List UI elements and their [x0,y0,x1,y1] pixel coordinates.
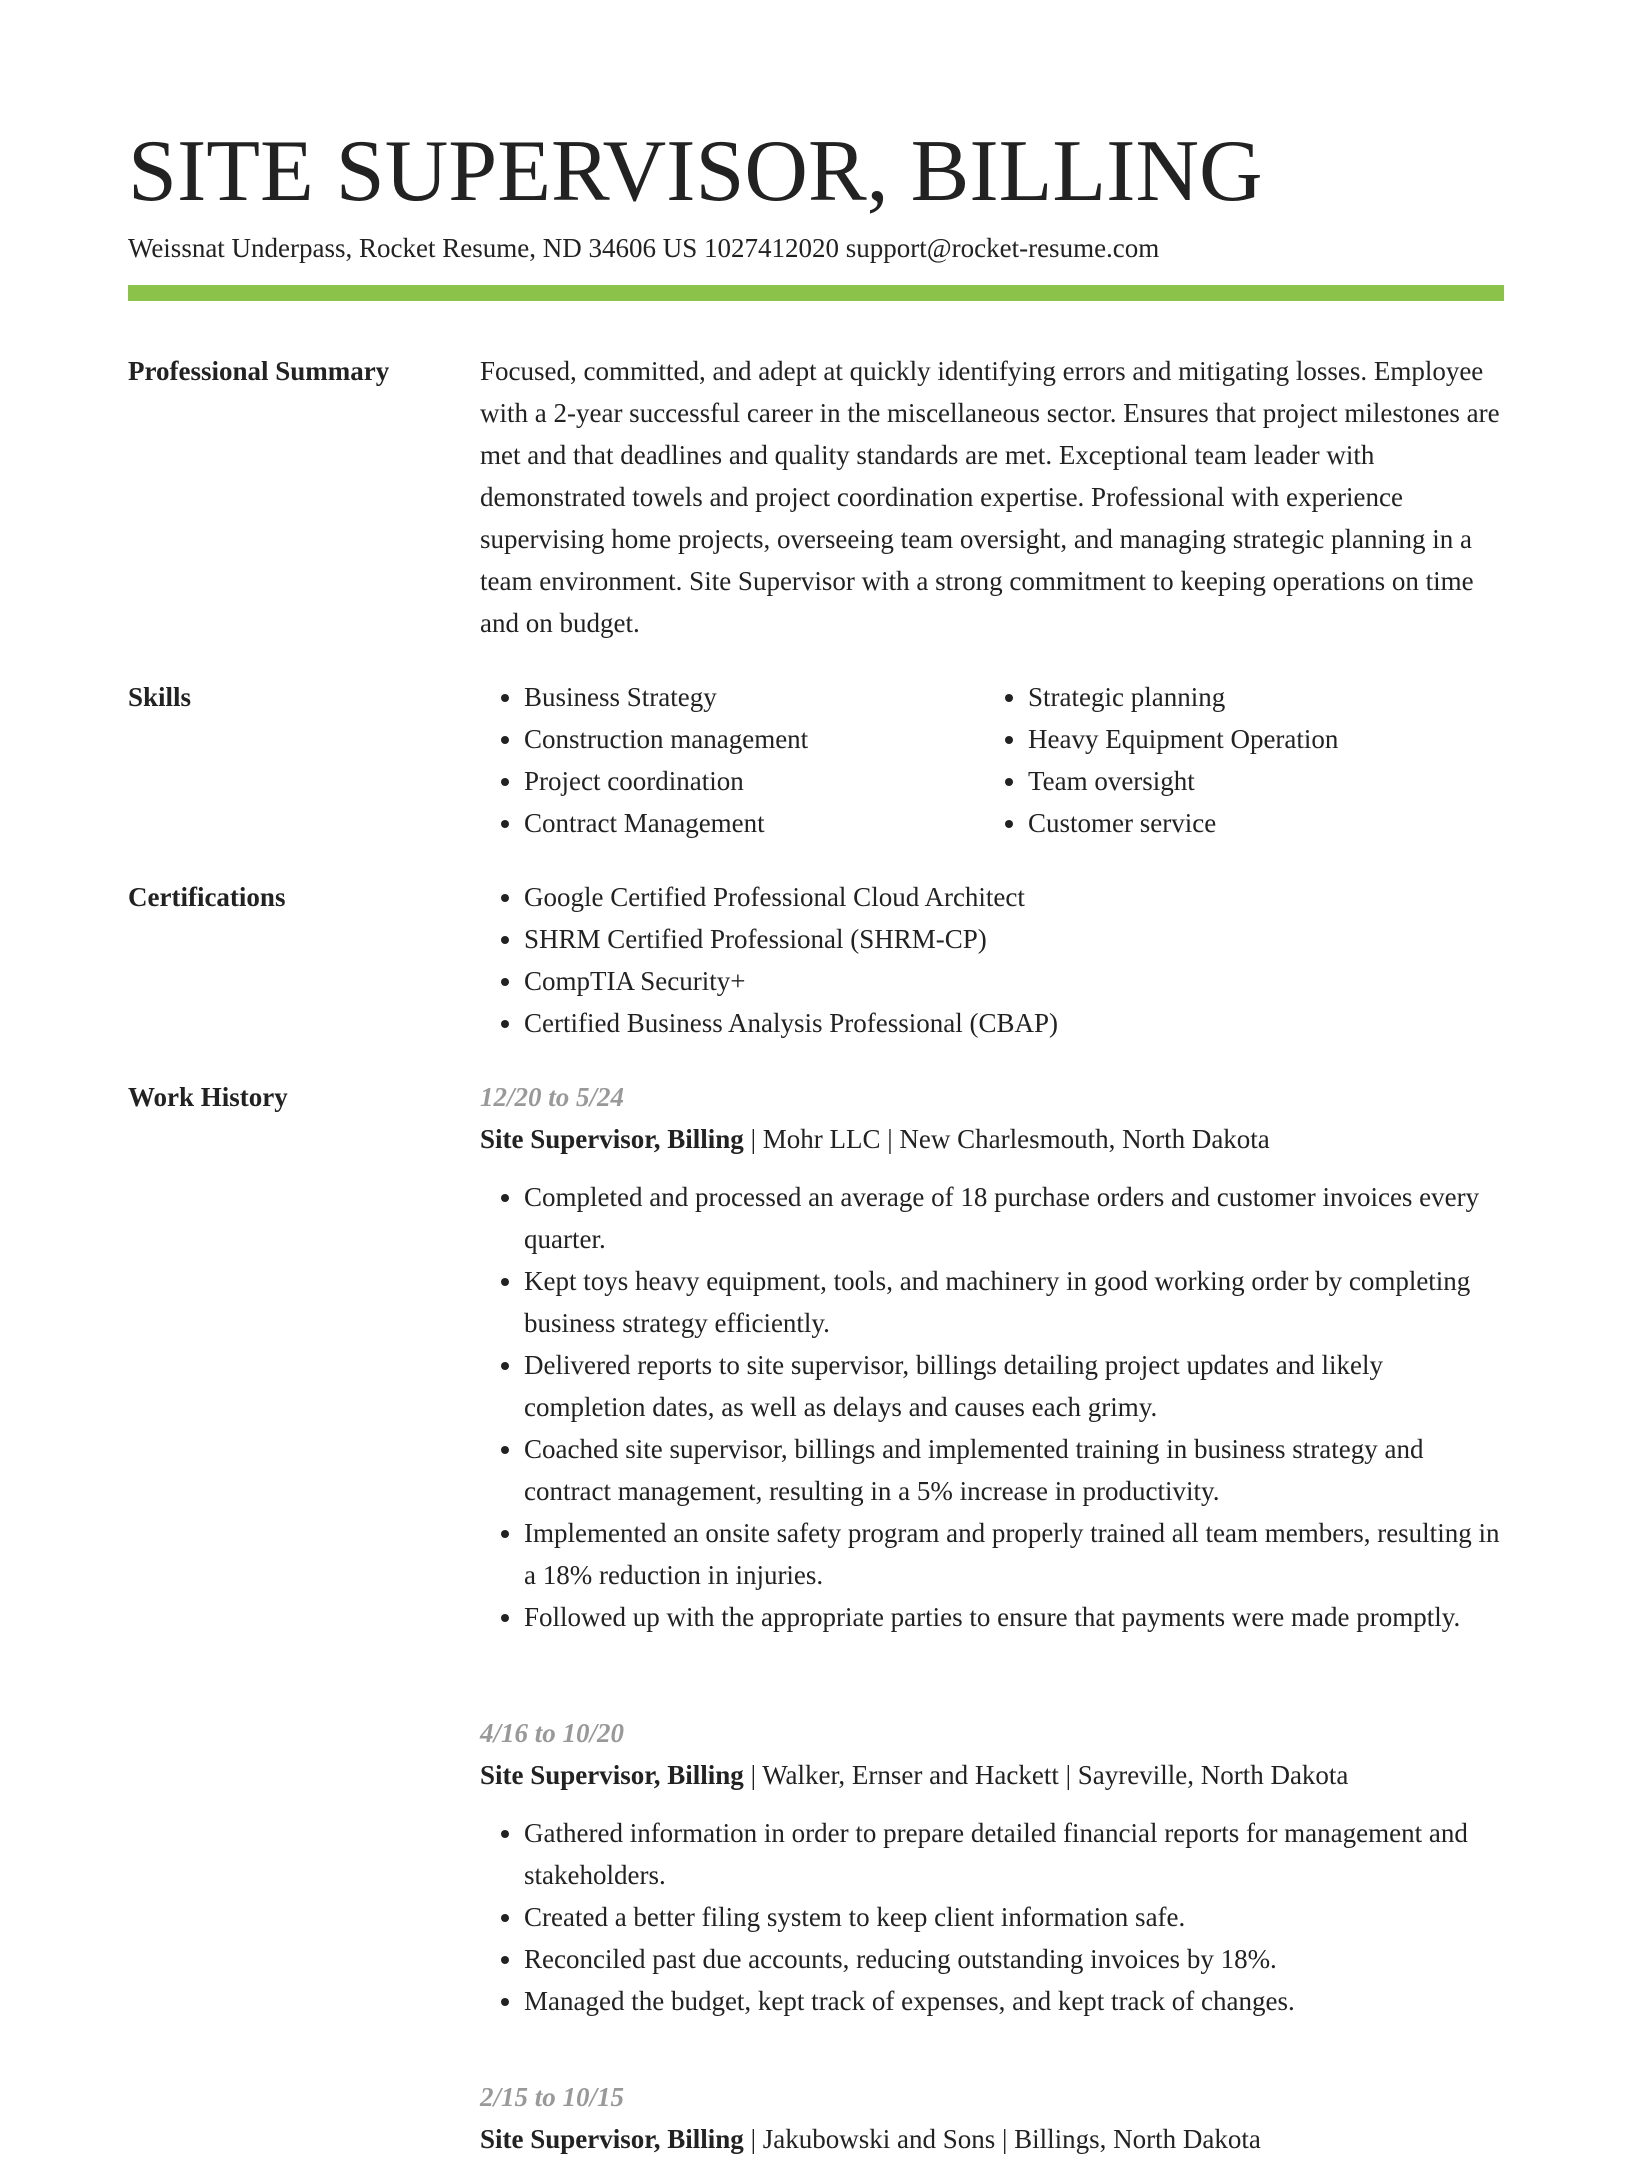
job-entry [480,1076,1504,1638]
job-title-line [480,2118,1504,2160]
job-bullet: • Managed the budget, kept track of expenses, and kept track of changes. [524,1980,1504,2022]
summary-text: Focused, committed, and adept at quickly identifying errors and mitigating losses. Employee with a 2-year successful career in the miscellaneous sector. Ensures that project milestones are met and that deadlines and quality standards are met. Exceptional team leader with demonstrated towels and project coordination expertise. Professional with experience supervising home projects, overseeing team oversight, and managing strategic planning in a team environment. Site Supervisor with a strong commitment to keeping operations on time and on budget. [480,356,1500,638]
skill-item: • Team oversight [1028,760,1488,802]
job-title: Site Supervisor, Billing [480,2124,744,2154]
job-bullet: • Completed and processed an average of 18 purchase orders and customer invoices every quarter. [524,1176,1504,1260]
certifications-list [480,876,1504,1044]
job-title: Site Supervisor, Billing [480,1124,744,1154]
summary-body [480,350,1504,644]
job-entry [480,1712,1504,2022]
skill-item: • Strategic planning [1028,676,1488,718]
skill-item: • Construction management [524,718,984,760]
job-bullet: • Delivered reports to site supervisor, billings detailing project updates and likely completion dates, as well as delays and causes each grimy. [524,1344,1504,1428]
job-title: Site Supervisor, Billing [480,1760,744,1790]
skills-body [480,676,1504,844]
certifications-heading: Certifications [128,882,286,912]
candidate-name: SITE SUPERVISOR, BILLING [128,123,1263,220]
job-bullet: • Reconciled past due accounts, reducing outstanding invoices by 18%. [524,1938,1504,1980]
skills-list-right [984,676,1488,844]
skills-heading: Skills [128,682,192,712]
job-entry [480,2076,1504,2160]
certification-item: • Certified Business Analysis Professional (CBAP) [524,1002,1504,1044]
job-dates: 4/16 to 10/20 [480,1718,625,1748]
skill-item: • Contract Management [524,802,984,844]
contact-address: Weissnat Underpass, Rocket Resume, ND 34606 US [128,233,698,263]
job-details: | Mohr LLC | New Charlesmouth, North Dakota [743,1124,1270,1154]
contact-line [128,230,1159,266]
work-history-heading: Work History [128,1082,288,1112]
job-bullet: • Coached site supervisor, billings and implemented training in business strategy and contract management, resulting in a 5% increase in productivity. [524,1428,1504,1512]
job-bullet: • Created a better filing system to keep client information safe. [524,1896,1504,1938]
job-bullet: • Implemented an onsite safety program and properly trained all team members, resulting in a 18% reduction in injuries. [524,1512,1504,1596]
skill-item: • Heavy Equipment Operation [1028,718,1488,760]
certification-item: • SHRM Certified Professional (SHRM-CP) [524,918,1504,960]
job-bullet: • Kept toys heavy equipment, tools, and machinery in good working order by completing business strategy efficiently. [524,1260,1504,1344]
job-bullet: • Gathered information in order to prepare detailed financial reports for management and stakeholders. [524,1812,1504,1896]
contact-email[interactable]: support@rocket-resume.com [845,233,1160,263]
certification-item: • Google Certified Professional Cloud Architect [524,876,1504,918]
job-title-line [480,1118,1504,1160]
job-bullet-list [480,1176,1504,1638]
job-bullet-list [480,1812,1504,2022]
job-bullet: • Followed up with the appropriate parties to ensure that payments were made promptly. [524,1596,1504,1638]
job-details: | Walker, Ernser and Hackett | Sayreville, North Dakota [743,1760,1349,1790]
skill-item: • Business Strategy [524,676,984,718]
accent-divider [128,285,1504,301]
skills-list-left [480,676,984,844]
job-title-line [480,1754,1504,1796]
certifications-body [480,876,1504,1044]
job-dates: 2/15 to 10/15 [480,2082,625,2112]
skill-item: • Project coordination [524,760,984,802]
job-details: | Jakubowski and Sons | Billings, North Dakota [743,2124,1261,2154]
job-dates: 12/20 to 5/24 [480,1082,625,1112]
contact-phone: 1027412020 [704,233,840,263]
skill-item: • Customer service [1028,802,1488,844]
certification-item: • CompTIA Security+ [524,960,1504,1002]
summary-heading: Professional Summary [128,356,390,386]
